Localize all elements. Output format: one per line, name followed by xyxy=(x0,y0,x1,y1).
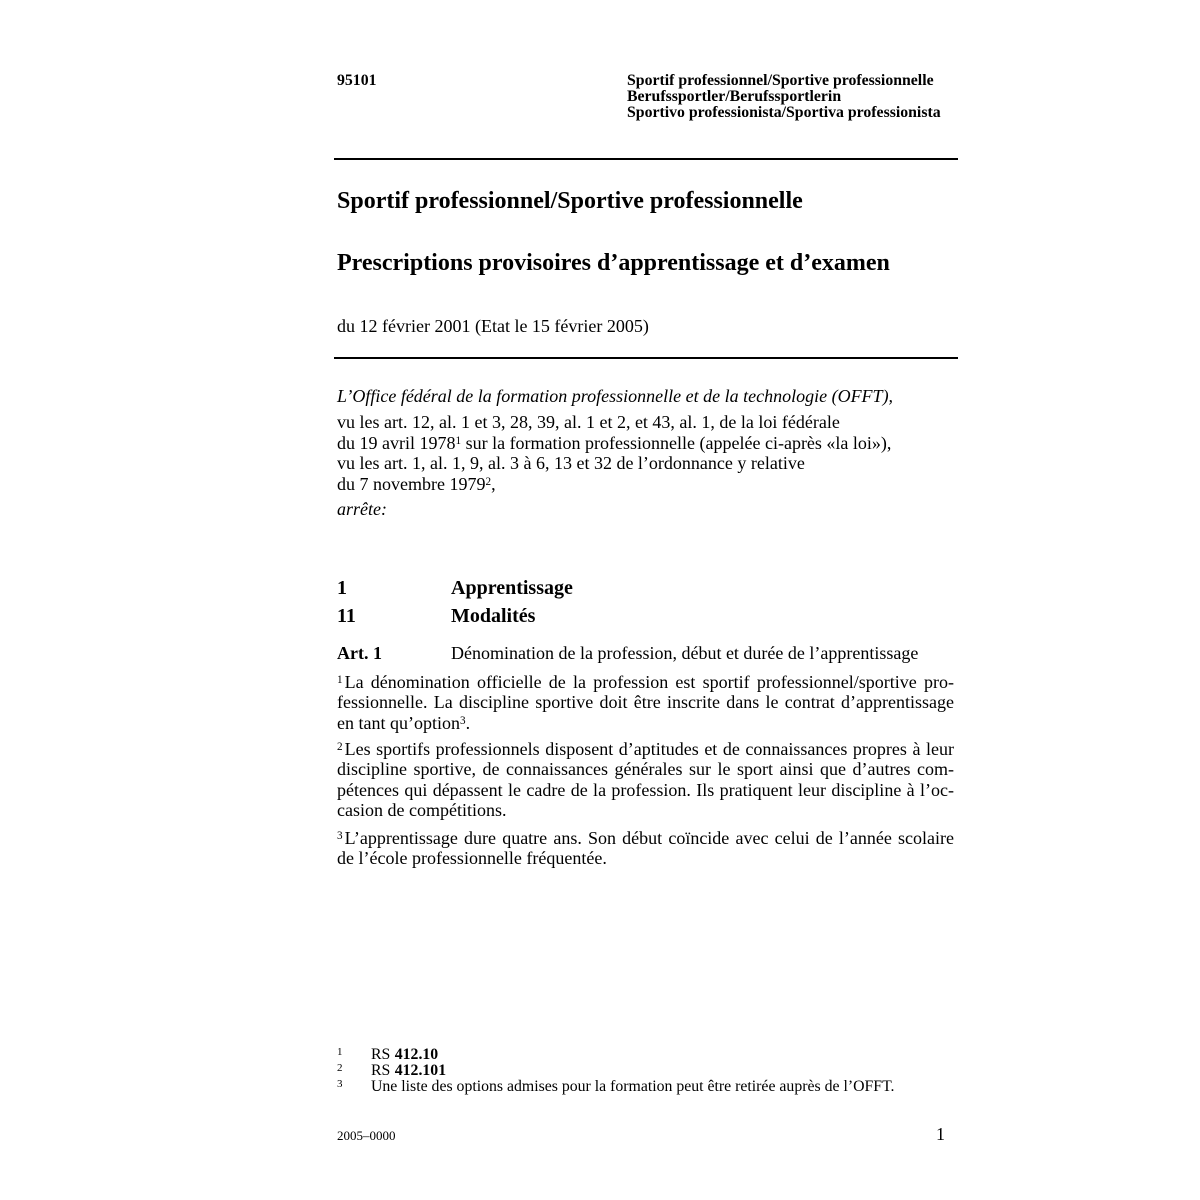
preamble-decree: arrête: xyxy=(337,499,387,519)
footnote-prefix: RS xyxy=(371,1046,391,1063)
footnote-reference: 2 xyxy=(485,475,492,488)
footnote-number: 2 xyxy=(337,1062,343,1074)
paragraph-line xyxy=(337,759,954,779)
footnote xyxy=(337,1079,957,1095)
footnotes xyxy=(337,1047,957,1095)
section-title: Apprentissage xyxy=(451,577,573,599)
footnote-text xyxy=(371,1047,438,1063)
paragraph-line xyxy=(337,780,954,800)
section-heading xyxy=(337,576,954,600)
header-title-french: Sportif professionnel/Sportive professionnelle xyxy=(627,72,934,89)
footer-code: 2005–0000 xyxy=(337,1128,396,1143)
paragraph-line xyxy=(337,672,954,692)
preamble-authority: L’Office fédéral de la formation professionnelle et de la technologie (OFFT), xyxy=(337,386,894,406)
collection-number: 95101 xyxy=(337,72,377,89)
preamble-line-text: du 7 novembre 1979 xyxy=(337,473,486,494)
footnote-prefix: RS xyxy=(371,1062,391,1079)
document-date: du 12 février 2001 (Etat le 15 février 2005) xyxy=(337,316,649,336)
paragraph-line xyxy=(337,800,954,820)
footnote-number: 1 xyxy=(337,1046,343,1058)
preamble-line xyxy=(337,474,891,495)
footnote-text xyxy=(371,1063,446,1079)
preamble-line-text: du 19 avril 1978 xyxy=(337,432,456,453)
paragraph-line-text: en tant qu’option xyxy=(337,712,460,733)
paragraph-number: 3 xyxy=(337,829,343,842)
paragraph-line xyxy=(337,828,954,848)
preamble-line: vu les art. 1, al. 1, 9, al. 3 à 6, 13 et 32 de l’ordonnance y relative xyxy=(337,453,805,474)
paragraph-line-text: La dénomination officielle de la profession est sportif professionnel/sportive pro- xyxy=(344,672,954,692)
footnote-text: Une liste des options admises pour la formation peut être retirée auprès de l’OFFT. xyxy=(371,1078,895,1095)
article-heading xyxy=(337,643,954,664)
paragraph-line-text: casion de compétitions. xyxy=(337,800,507,821)
footnote-reference: 1 xyxy=(455,434,462,447)
footnote xyxy=(337,1063,957,1079)
preamble-line: vu les art. 12, al. 1 et 3, 28, 39, al. 1 et 2, et 43, al. 1, de la loi fédérale xyxy=(337,412,840,432)
article-paragraph xyxy=(337,828,954,869)
section-number: 11 xyxy=(337,605,356,627)
paragraph-line xyxy=(337,848,954,868)
preamble-line xyxy=(337,433,891,454)
footnote xyxy=(337,1047,957,1063)
title-divider xyxy=(334,357,958,359)
paragraph-number: 1 xyxy=(337,673,343,686)
footnote-reference-number: 412.10 xyxy=(394,1046,439,1063)
paragraph-line-text: Les sportifs professionnels disposent d’aptitudes et de connaissances propres à leur xyxy=(344,739,954,759)
paragraph-line xyxy=(337,692,954,712)
paragraph-line-text: de l’école professionnelle fréquentée. xyxy=(337,848,607,869)
article-title: Dénomination de la profession, début et durée de l’apprentissage xyxy=(451,643,919,663)
section-title: Modalités xyxy=(451,605,536,627)
paragraph-line xyxy=(337,713,954,733)
document-subtitle: Prescriptions provisoires d’apprentissage et d’examen xyxy=(337,250,890,276)
footnote-number: 3 xyxy=(337,1078,343,1090)
header-title-german: Berufssportler/Berufssportlerin xyxy=(627,88,842,105)
paragraph-line-text: . xyxy=(465,712,471,733)
footnote-reference-number: 412.101 xyxy=(394,1062,447,1079)
header-title-italian: Sportivo professionista/Sportiva professionista xyxy=(627,104,941,121)
document-title: Sportif professionnel/Sportive professionnelle xyxy=(337,188,803,214)
paragraph-line-text: pétences qui dépassent le cadre de la profession. Ils pratiquent leur discipline à l’oc- xyxy=(337,779,954,800)
page-number: 1 xyxy=(936,1124,945,1144)
preamble-line-text: sur la formation professionnelle (appelée ci-après «la loi»), xyxy=(461,432,892,453)
section-number: 1 xyxy=(337,577,347,599)
subsection-heading xyxy=(337,604,954,628)
preamble-considerations xyxy=(337,412,891,494)
running-header-titles xyxy=(627,73,941,121)
paragraph-line-text: fessionnelle. La discipline sportive doit être inscrite dans le contrat d’apprentissage xyxy=(337,692,954,713)
paragraph-line-text: discipline sportive, de connaissances générales sur le sport ainsi que d’autres com- xyxy=(337,759,954,780)
paragraph-number: 2 xyxy=(337,740,343,753)
paragraph-line xyxy=(337,739,954,759)
header-divider xyxy=(334,158,958,160)
article-paragraph xyxy=(337,739,954,821)
article-label: Art. 1 xyxy=(337,643,382,663)
article-paragraph xyxy=(337,672,954,733)
paragraph-line-text: L’apprentissage dure quatre ans. Son début coïncide avec celui de l’année scolaire xyxy=(344,828,954,848)
footnote-reference: 3 xyxy=(459,714,466,727)
preamble-line-text: , xyxy=(491,473,496,494)
